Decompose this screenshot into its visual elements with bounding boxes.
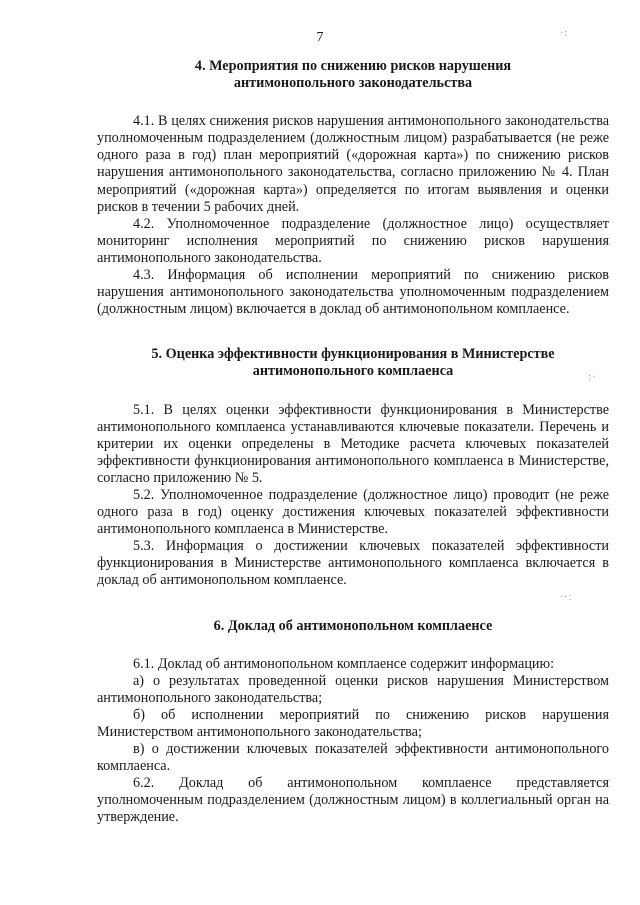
section-title-line: 4. Мероприятия по снижению рисков нарушения xyxy=(194,58,512,74)
section-title-line: 6. Доклад об антимонопольном комплаенсе xyxy=(213,617,493,634)
scan-speckle: :· xyxy=(588,372,597,383)
paragraph: 5.1. В целях оценки эффективности функционирования в Министерстве антимонопольного комплаенса устанавливаются ключевые показатели. Перечень и критерии их оценки определены в Методике расчета ключевых показателей эффективности функционирования антимонопольного комплаенса в Министерстве, согласно приложению № 5. xyxy=(97,401,609,486)
section-4 xyxy=(97,58,609,318)
spacer xyxy=(97,381,609,402)
paragraph: 4.1. В целях снижения рисков нарушения антимонопольного законодательства уполномоченным подразделением (должностным лицом) разрабатывается (не реже одного раза в год) план мероприятий («дорожная карта») по снижению рисков нарушения антимонопольного законодательства, согласно приложению № 4. План мероприятий («дорожная карта») определяется по итогам выявления и оценки рисков в течении 5 рабочих дней. xyxy=(97,113,609,215)
list-item: в) о достижении ключевых показателей эффективности антимонопольного комплаенса. xyxy=(97,741,609,775)
paragraph: 4.3. Информация об исполнении мероприятий по снижению рисков нарушения антимонопольного законодательства уполномоченным подразделением (должностным лицом) включается в доклад об антимонопольном комплаенсе. xyxy=(97,267,609,318)
paragraph: 5.2. Уполномоченное подразделение (должностное лицо) проводит (не реже одного раза в год) оценку достижения ключевых показателей эффективности антимонопольного комплаенса в Министерстве. xyxy=(97,486,609,538)
document-body xyxy=(97,58,609,827)
paragraph: 6.1. Доклад об антимонопольном комплаенсе содержит информацию: xyxy=(133,655,555,672)
section-5 xyxy=(97,346,609,589)
section-title-line: антимонопольного комплаенса xyxy=(252,363,454,380)
section-6 xyxy=(97,618,609,827)
scan-speckle: ··: xyxy=(560,592,573,603)
page-number: 7 xyxy=(316,30,324,45)
section-title xyxy=(97,58,609,92)
section-title xyxy=(97,346,609,380)
section-title xyxy=(97,618,609,635)
list-item: а) о результатах проведенной оценки рисков нарушения Министерством антимонопольного законодательства; xyxy=(97,672,609,706)
list-item: б) об исполнении мероприятий по снижению рисков нарушения Министерством антимонопольного законодательства; xyxy=(97,706,609,740)
paragraph: 4.2. Уполномоченное подразделение (должностное лицо) осуществляет мониторинг исполнения мероприятий по снижению рисков нарушения антимонопольного законодательства. xyxy=(97,215,609,266)
paragraph: 6.2. Доклад об антимонопольном комплаенсе представляется уполномоченным подразделением (должностным лицом) в коллегиальный орган на утверждение. xyxy=(97,775,609,826)
spacer xyxy=(97,635,609,656)
paragraph: 5.3. Информация о достижении ключевых показателей эффективности функционирования в Министерстве антимонопольного комплаенса включается в доклад об антимонопольном комплаенсе. xyxy=(97,538,609,589)
scan-speckle: ·: xyxy=(560,28,569,39)
section-title-line: 5. Оценка эффективности функционирования в Министерстве xyxy=(151,346,555,363)
section-title-line: антимонопольного законодательства xyxy=(233,75,473,92)
spacer xyxy=(97,318,609,346)
spacer xyxy=(97,590,609,618)
spacer xyxy=(97,92,609,113)
